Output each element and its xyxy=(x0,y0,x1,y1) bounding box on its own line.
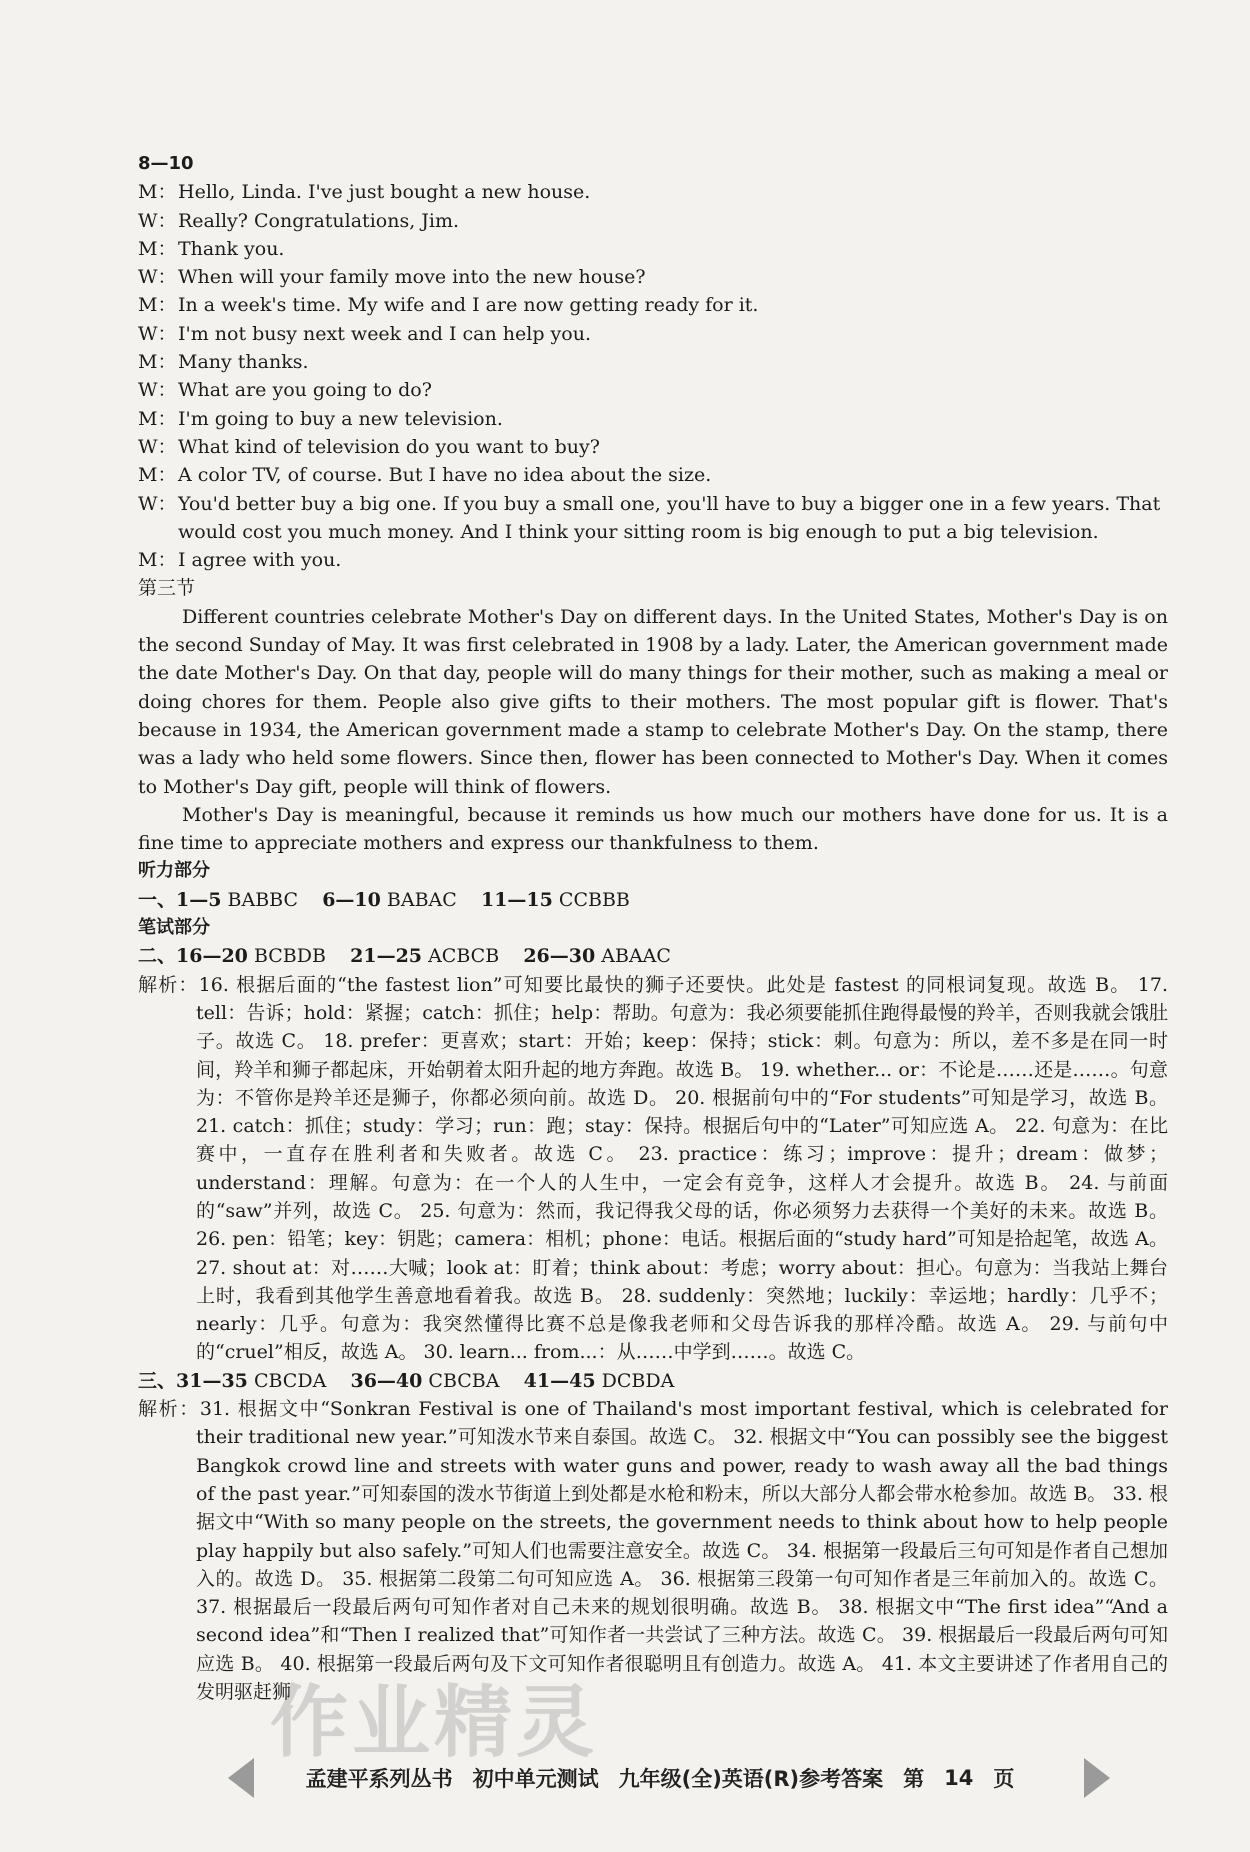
answer-range: 26—30 xyxy=(523,945,596,968)
utterance: Hello, Linda. I've just bought a new house. xyxy=(178,181,591,204)
answer-letters: ABAAC xyxy=(601,945,671,968)
page-footer xyxy=(230,1758,1090,1798)
answer-letters: CCBBB xyxy=(558,888,630,911)
answer-range: 11—15 xyxy=(480,888,553,911)
watermark: 作业精灵 xyxy=(270,1678,599,1768)
listening-heading: 听力部分 xyxy=(138,860,210,882)
written-heading: 笔试部分 xyxy=(138,917,210,939)
dialogue-line xyxy=(138,291,1168,319)
speaker-label: M： xyxy=(138,351,177,374)
footer-page-prefix: 第 xyxy=(903,1767,925,1791)
part2-answers xyxy=(138,942,1168,970)
answer-section-label: 一、 xyxy=(138,888,177,911)
answer-letters: BABAC xyxy=(386,888,457,911)
answer-range: 36—40 xyxy=(350,1369,423,1392)
speaker-label: M： xyxy=(138,294,177,317)
answer-letters: BABBC xyxy=(227,888,299,911)
speaker-label: M： xyxy=(138,549,177,572)
part2-explanation xyxy=(138,971,1168,1367)
dialogue-line xyxy=(138,320,1168,348)
dialogue-line xyxy=(138,461,1168,489)
answer-range: 1—5 xyxy=(176,888,222,911)
footer-page-number: 14 xyxy=(944,1766,974,1790)
utterance: What are you going to do? xyxy=(178,379,432,402)
speaker-label: M： xyxy=(138,464,177,487)
footer-book: 初中单元测试 xyxy=(472,1767,599,1791)
dialogue-line xyxy=(138,490,1168,547)
footer-grade: 九年级(全)英语(R)参考答案 xyxy=(618,1767,884,1791)
answer-range: 41—45 xyxy=(523,1369,596,1392)
answer-letters: DCBDA xyxy=(601,1369,675,1392)
utterance: I agree with you. xyxy=(178,549,342,572)
speaker-label: W： xyxy=(138,209,177,232)
answer-section-label: 二、 xyxy=(138,945,177,968)
utterance: In a week's time. My wife and I are now getting ready for it. xyxy=(178,294,759,317)
speaker-label: W： xyxy=(138,435,177,458)
answer-letters: CBCBA xyxy=(428,1369,500,1392)
utterance: Really? Congratulations, Jim. xyxy=(178,209,460,232)
part2-explanation-text: 解析：16. 根据后面的“the fastest lion”可知要比最快的狮子还要快。此处是 fastest 的同根词复现。故选 B。 17. tell：告诉；hold：紧握；catch：抓住；help：帮助。句意为：我必须要能抓住跑得最慢的羚羊，否则我就会饿肚子。故选 C。 18. prefer：更喜欢；start：开始；keep：保持；stick：刺。句意为：所以，差不多是在同一时间，羚羊和狮子都起床，开始朝着太阳升起的地方奔跑。故选 B。 19. whether... or：不论是……还是……。句意为：不管你是羚羊还是狮子，你都必须向前。故选 D。 20. 根据前句中的“For students”可知是学习，故选 B。 21. catch：抓住；study：学习；run：跑；stay：保持。根据后句中的“Later”可知应选 A。 22. 句意为：在比赛中，一直存在胜利者和失败者。故选 C。 23. practice：练习；improve：提升；dream：做梦；understand：理解。句意为：在一个人的人生中，一定会有竞争，这样人才会提升。故选 B。 24. 与前面的“saw”并列，故选 C。 25. 句意为：然而，我记得我父母的话，你必须努力去获得一个美好的未来。故选 B。 26. pen：铅笔；key：钥匙；camera：相机；phone：电话。根据后面的“study hard”可知是拾起笔，故选 A。 27. shout at：对……大喊；look at：盯着；think about：考虑；worry about：担心。句意为：当我站上舞台上时，我看到其他学生善意地看着我。故选 B。 28. suddenly：突然地；luckily：幸运地；hardly：几乎不；nearly：几乎。句意为：我突然懂得比赛不总是像我老师和父母告诉我的那样冷酷。故选 A。 29. 与前句中的“cruel”相反，故选 A。 30. learn... from...：从……中学到……。故选 C。 xyxy=(138,973,1168,1364)
footer-page-suffix: 页 xyxy=(993,1767,1015,1791)
dialogue-line xyxy=(138,235,1168,263)
answer-range: 16—20 xyxy=(176,945,248,968)
utterance: I'm not busy next week and I can help you. xyxy=(178,322,591,345)
listening-answers xyxy=(138,886,1168,914)
part3-explanation xyxy=(138,1395,1168,1706)
answer-range: 31—35 xyxy=(176,1369,248,1392)
footer-series: 孟建平系列丛书 xyxy=(305,1767,453,1791)
utterance: I'm going to buy a new television. xyxy=(178,407,503,430)
speaker-label: W： xyxy=(138,322,177,345)
part3-explanation-text: 解析：31. 根据文中“Sonkran Festival is one of Thailand's most important festival, which is celebrated for their traditional new year.”可知泼水节来自泰国。故选 C。 32. 根据文中“You can possibly see the biggest Bangkok crowd line and streets with water guns and power, ready to wash away all the bad things of the past year.”可知泰国的泼水节街道上到处都是水枪和粉末，所以大部分人都会带水枪参加。故选 B。 33. 根据文中“With so many people on the streets, the government needs to think about how to help people play happily but also safely.”可知人们也需要注意安全。故选 C。 34. 根据第一段最后三句可知是作者自己想加入的。故选 D。 35. 根据第二段第二句可知应选 A。 36. 根据第三段第一句可知作者是三年前加入的。故选 C。 37. 根据最后一段最后两句可知作者对自己未来的规划很明确。故选 B。 38. 根据文中“The first idea”“And a second idea”和“Then I realized that”可知作者一共尝试了三种方法。故选 C。 39. 根据最后一段最后两句可知应选 B。 40. 根据第一段最后两句及下文可知作者很聪明且有创造力。故选 A。 41. 本文主要讲述了作者用自己的发明驱赶狮 xyxy=(138,1398,1168,1704)
answer-range: 21—25 xyxy=(350,945,423,968)
utterance: A color TV, of course. But I have no idea about the size. xyxy=(178,464,712,487)
dialogue-line xyxy=(138,433,1168,461)
dialogue-line xyxy=(138,405,1168,433)
speaker-label: W： xyxy=(138,266,177,289)
speaker-label: M： xyxy=(138,407,177,430)
dialogue-line xyxy=(138,207,1168,235)
passage-paragraph-2: Mother's Day is meaningful, because it reminds us how much our mothers have done for us. It is a fine time to appreciate mothers and express our thankfulness to them. xyxy=(138,803,1168,855)
answer-letters: ACBCB xyxy=(428,945,500,968)
answer-section-label: 三、 xyxy=(138,1369,177,1392)
utterance: What kind of television do you want to buy? xyxy=(178,435,600,458)
utterance: Thank you. xyxy=(178,237,285,260)
section-label: 8—10 xyxy=(138,153,194,174)
dialogue-line xyxy=(138,178,1168,206)
page-content xyxy=(138,150,1168,1706)
speaker-label: W： xyxy=(138,492,177,515)
dialogue-line xyxy=(138,376,1168,404)
utterance: When will your family move into the new house? xyxy=(178,266,646,289)
utterance: You'd better buy a big one. If you buy a small one, you'll have to buy a bigger one in a few years. That would cost you much money. And I think your sitting room is big enough to put a big television. xyxy=(178,492,1161,543)
section3-label: 第三节 xyxy=(138,577,196,600)
dialogue xyxy=(138,178,1168,574)
dialogue-line xyxy=(138,546,1168,574)
dialogue-line xyxy=(138,263,1168,291)
dialogue-line xyxy=(138,348,1168,376)
answer-letters: CBCDA xyxy=(253,1369,327,1392)
passage-paragraph-1: Different countries celebrate Mother's Day on different days. In the United States, Mother's Day is on the second Sunday of May. It was first celebrated in 1908 by a lady. Later, the American government made the date Mother's Day. On that day, people will do many things for their mother, such as making a meal or doing chores for them. People also give gifts to their mothers. The most popular gift is flower. That's because in 1934, the American government made a stamp to celebrate Mother's Day. On the stamp, there was a lady who held some flowers. Since then, flower has been connected to Mother's Day. When it comes to Mother's Day gift, people will think of flowers. xyxy=(138,605,1168,798)
answer-range: 6—10 xyxy=(322,888,381,911)
answer-letters: BCBDB xyxy=(253,945,326,968)
utterance: Many thanks. xyxy=(178,351,309,374)
part3-answers xyxy=(138,1367,1168,1395)
speaker-label: M： xyxy=(138,237,177,260)
speaker-label: W： xyxy=(138,379,177,402)
speaker-label: M： xyxy=(138,181,177,204)
